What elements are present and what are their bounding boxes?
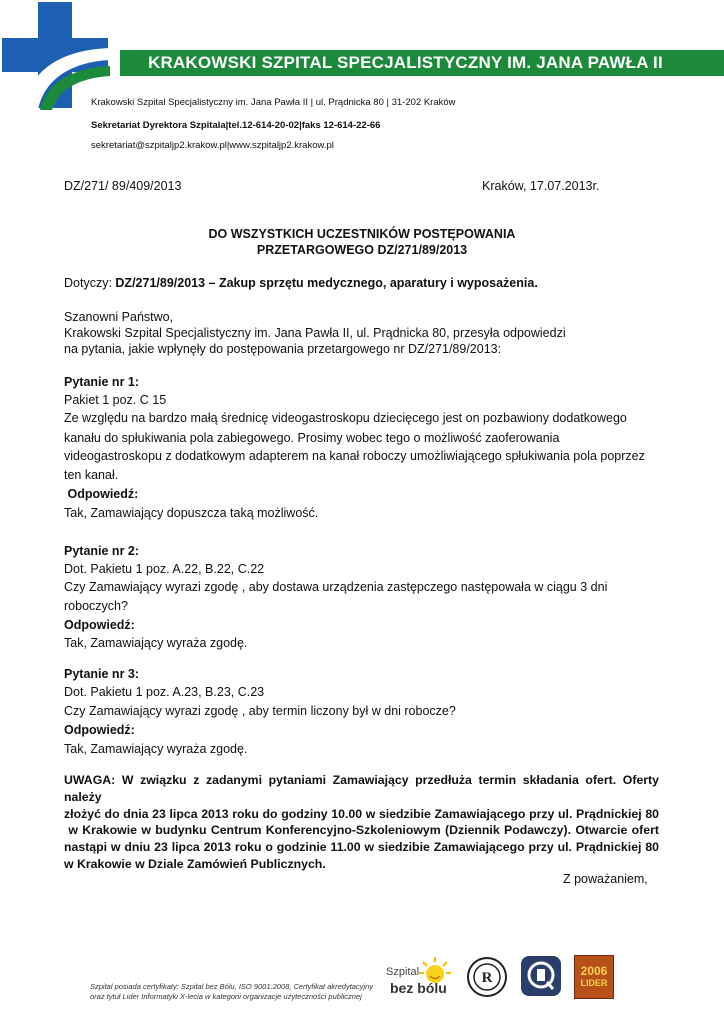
document-title-line2: PRZETARGOWEGO DZ/271/89/2013 (256, 243, 468, 257)
notice-line: złożyć do dnia 23 lipca 2013 roku do godziny 10.00 w siedzibie Zamawiającego przy ul. Prądnickiej 80 (64, 806, 659, 821)
certificates-line1: Szpital posiada certyfikaty: Szpital bez Bólu, ISO 9001:2008, Certyfikat akredytacyjny (90, 982, 374, 991)
answer-2-heading: Odpowiedź: (64, 618, 135, 632)
question-2-line: Czy Zamawiający wyrazi zgodę , aby dostawa urządzenia zastępczego następowała w ciągu 3 dni (64, 580, 608, 594)
certificates-line2: oraz tytuł Lider Informatyki X-lecia w kategorii organizacje użyteczności publicznej (90, 992, 362, 1001)
notice-line: UWAGA: W związku z zadanymi pytaniami Zamawiający przedłuża termin składania ofert. Oferty należy (64, 773, 659, 804)
question-1-line: ten kanał. (64, 468, 119, 482)
question-2-line: Dot. Pakietu 1 poz. A.22, B.22, C.22 (64, 562, 265, 576)
subject-line (64, 275, 538, 291)
document-title-line1: DO WSZYSTKICH UCZESTNIKÓW POSTĘPOWANIA (208, 227, 516, 241)
address-line: Krakowski Szpital Specjalistyczny im. Jana Pawła II | ul. Prądnicka 80 | 31-202 Kraków (91, 97, 456, 108)
question-2-line: roboczych? (64, 599, 128, 613)
answer-1-heading: Odpowiedź: (64, 487, 139, 501)
badge-bez-bolu-label: bez bólu (390, 980, 447, 996)
closing-salutation: Z poważaniem, (563, 872, 648, 886)
iso-certificate-icon (466, 954, 508, 1000)
notice-line: w Krakowie w budynku Centrum Konferencyjno-Szkoleniowym (Dziennik Podawczy). Otwarcie ofert (64, 823, 659, 838)
answer-3-text: Tak, Zamawiający wyraża zgodę. (64, 742, 248, 756)
accreditation-certificate-icon (520, 955, 562, 997)
question-3-line: Czy Zamawiający wyrazi zgodę , aby termin liczony był w dni robocze? (64, 704, 456, 718)
svg-text:R: R (481, 970, 493, 986)
question-1-line: Pakiet 1 poz. C 15 (64, 393, 167, 407)
secretariat-line: Sekretariat Dyrektora Szpitala|tel.12-614-20-02|faks 12-614-22-66 (91, 120, 381, 131)
question-2-heading: Pytanie nr 2: (64, 544, 140, 558)
question-1-heading: Pytanie nr 1: (64, 375, 140, 389)
lider-informatyki-badge (574, 955, 614, 999)
subject-text: DZ/271/89/2013 – Zakup sprzętu medycznego, aparatury i wyposażenia. (115, 276, 538, 290)
lider-label: LIDER (580, 978, 608, 988)
greeting: Szanowni Państwo, (64, 310, 174, 324)
hospital-name-banner: KRAKOWSKI SZPITAL SPECJALISTYCZNY IM. JANA PAWŁA II (148, 53, 663, 72)
certificates-note (90, 982, 373, 1002)
answer-3-heading: Odpowiedź: (64, 723, 135, 737)
contact-line: sekretariat@szpitaljp2.krakow.pl|www.szpitaljp2.krakow.pl (91, 140, 334, 151)
szpital-bez-bolu-badge (386, 956, 456, 1000)
subject-prefix: Dotyczy: (64, 276, 116, 290)
badge-szpital-label: Szpital (386, 966, 420, 978)
notice-line: w Krakowie w Dziale Zamówień Publicznych. (64, 856, 326, 871)
lider-year: 2006 (580, 964, 608, 978)
question-1-line: Ze względu na bardzo małą średnicę videogastroskopu dziecięcego jest on pozbawiony dodatkowego (64, 411, 627, 425)
place-date: Kraków, 17.07.2013r. (482, 179, 600, 193)
question-1-line: kanału do spłukiwania pola zabiegowego. Prosimy wobec tego o możliwość zaoferowania (64, 431, 560, 445)
question-3-heading: Pytanie nr 3: (64, 667, 140, 681)
notice-line: nastąpi w dniu 23 lipca 2013 roku o godzinie 11.00 w siedzibie Zamawiającego przy ul. Prądnickiej 80 (64, 840, 659, 855)
notice-paragraph (64, 772, 659, 873)
answer-2-text: Tak, Zamawiający wyraża zgodę. (64, 636, 248, 650)
intro-line2: na pytania, jakie wpłynęły do postępowania przetargowego nr DZ/271/89/2013: (64, 342, 502, 356)
answer-1-text: Tak, Zamawiający dopuszcza taką możliwość. (64, 506, 319, 520)
question-1-line: videogastroskopu z dodatkowym adapterem na kanał roboczy umożliwiającego spłukiwania pola poprzez (64, 449, 645, 463)
intro-line1: Krakowski Szpital Specjalistyczny im. Jana Pawła II, ul. Prądnicka 80, przesyła odpowiedzi (64, 326, 566, 340)
question-3-line: Dot. Pakietu 1 poz. A.23, B.23, C.23 (64, 685, 265, 699)
reference-number: DZ/271/ 89/409/2013 (64, 179, 182, 193)
hospital-cross-logo (0, 0, 110, 110)
